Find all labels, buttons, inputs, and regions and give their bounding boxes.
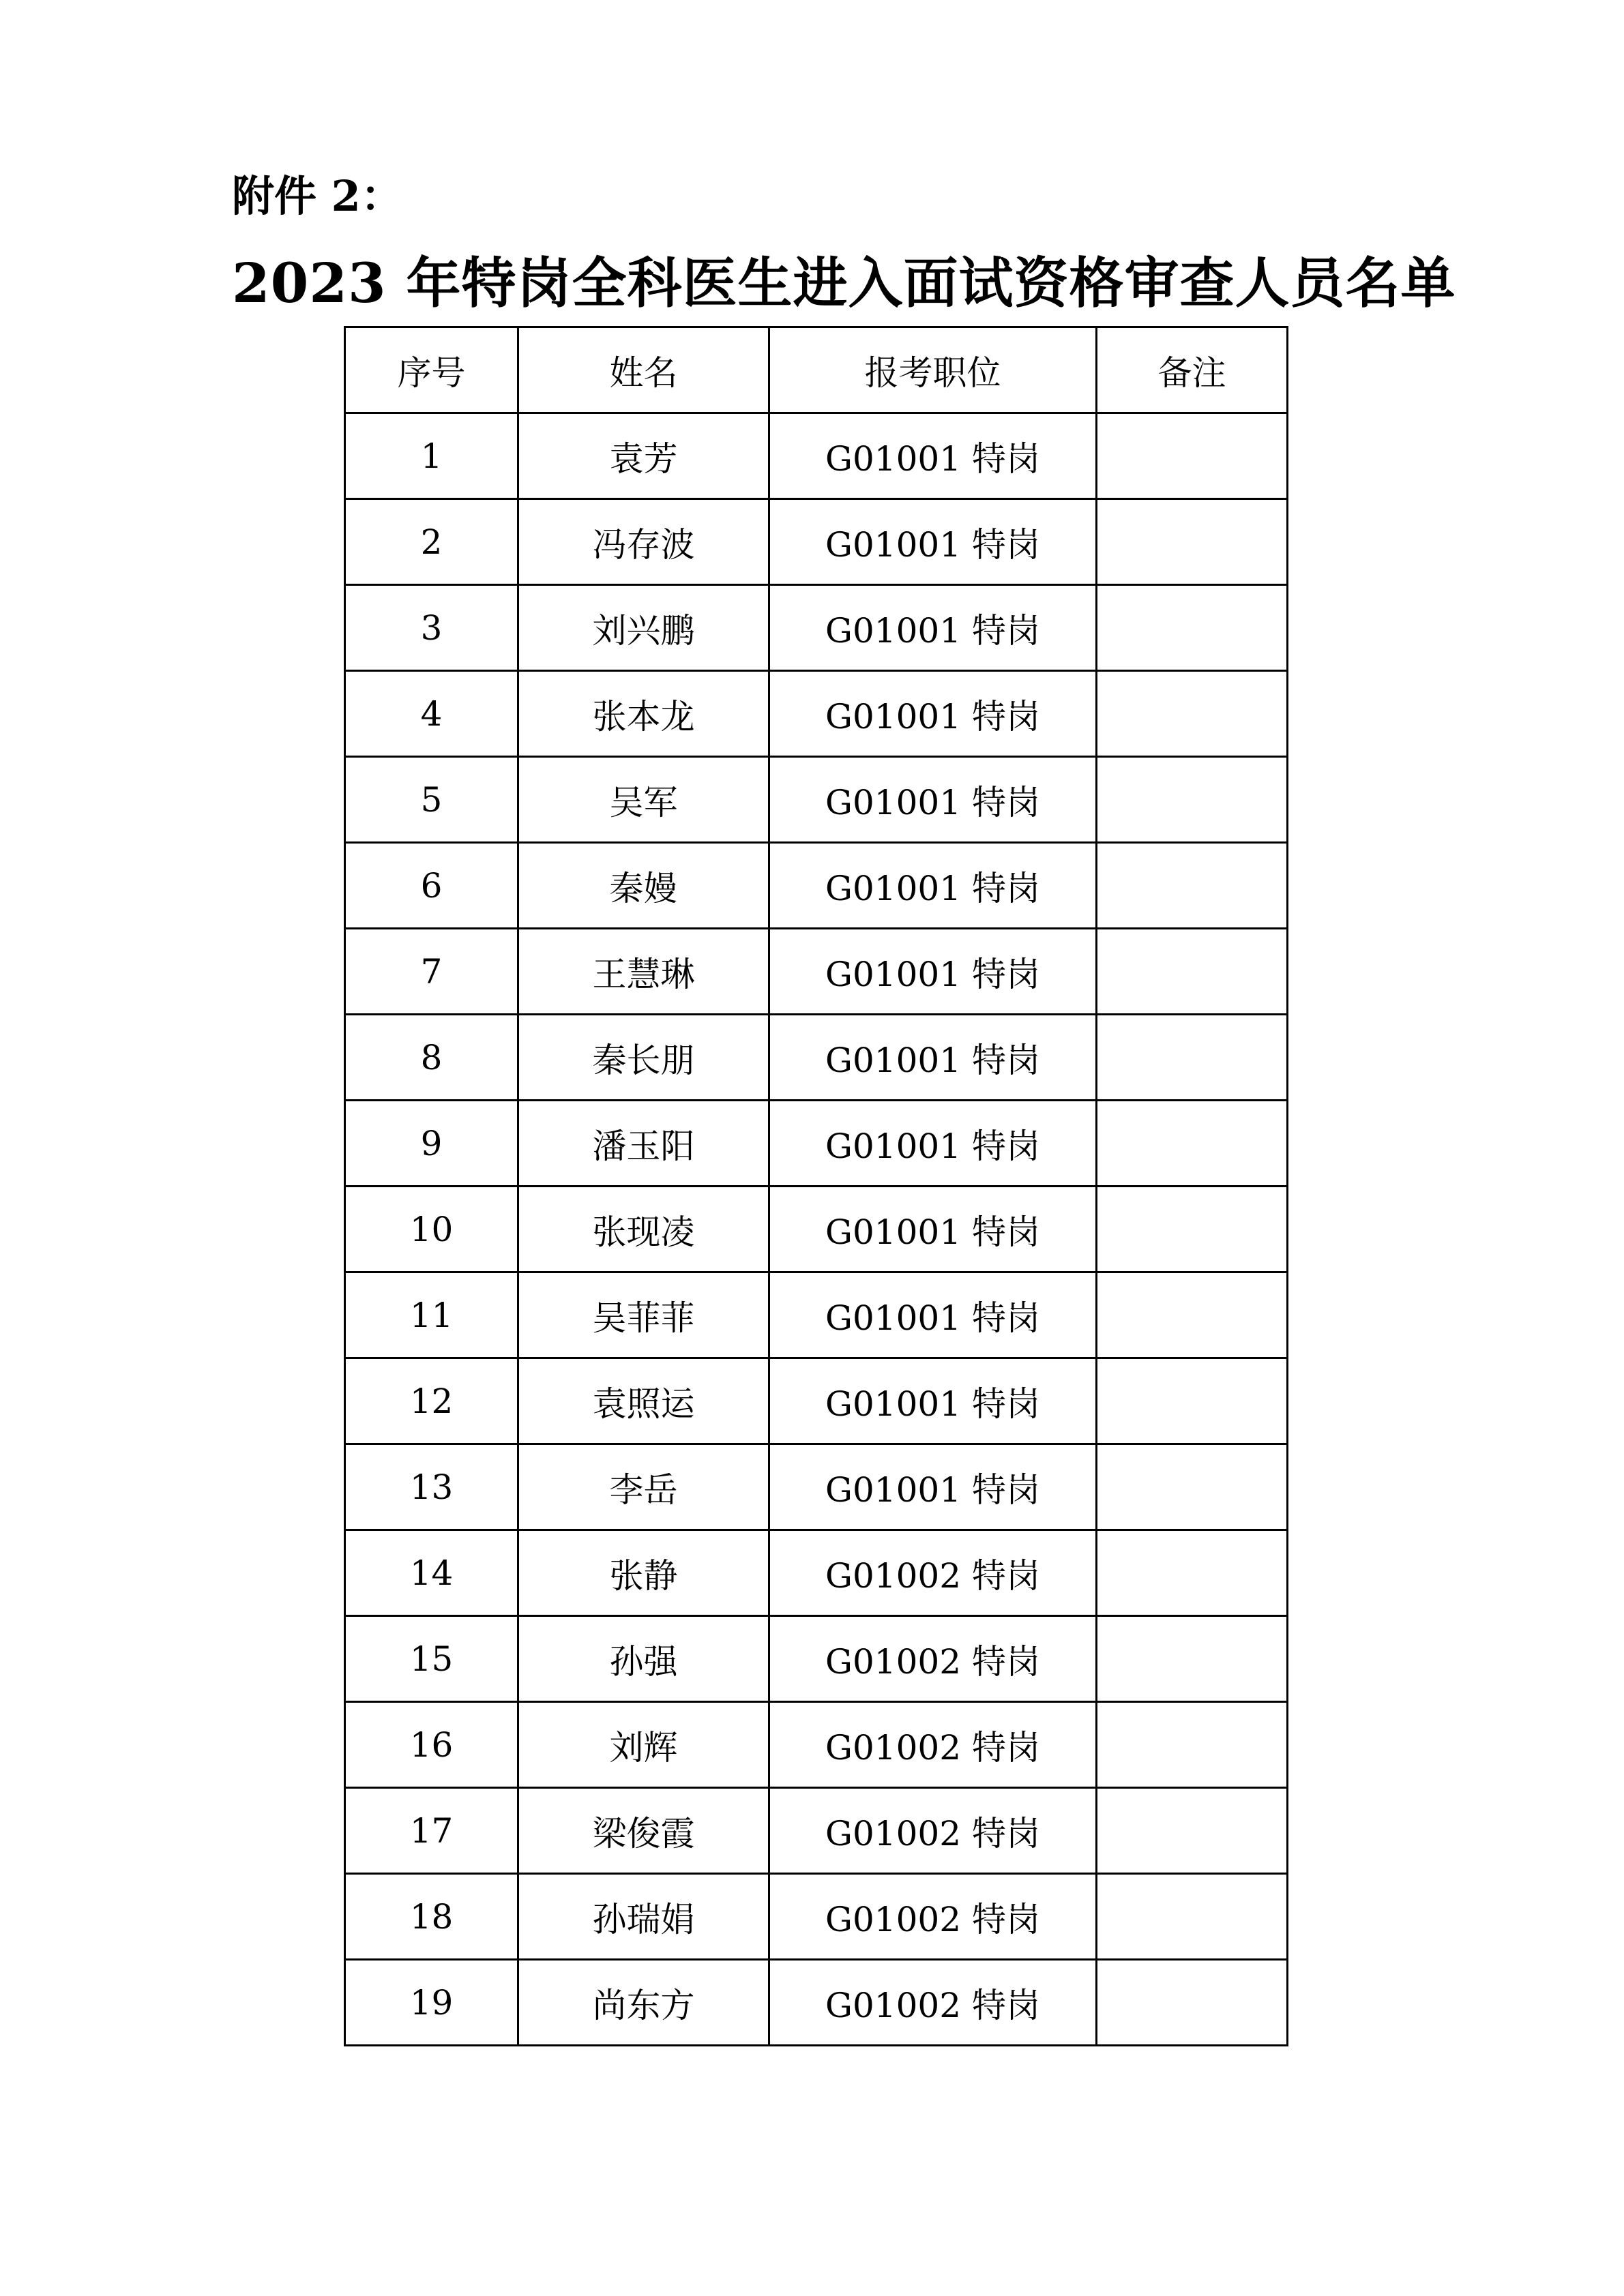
cell-name: 刘辉 — [518, 1702, 769, 1788]
table-row — [345, 1616, 1288, 1702]
cell-position: G01001 特岗 — [769, 929, 1097, 1015]
cell-position: G01001 特岗 — [769, 1272, 1097, 1358]
table-row — [345, 413, 1288, 499]
cell-seq: 11 — [345, 1272, 518, 1358]
cell-name: 李岳 — [518, 1444, 769, 1530]
cell-name: 袁芳 — [518, 413, 769, 499]
cell-seq: 3 — [345, 585, 518, 671]
cell-name: 秦长朋 — [518, 1015, 769, 1101]
candidate-table — [344, 326, 1288, 2046]
cell-remark — [1097, 757, 1288, 843]
cell-name: 袁照运 — [518, 1358, 769, 1444]
table-header-row — [345, 327, 1288, 413]
header-remark: 备注 — [1097, 327, 1288, 413]
table-row — [345, 843, 1288, 929]
cell-remark — [1097, 1444, 1288, 1530]
cell-position: G01002 特岗 — [769, 1702, 1097, 1788]
table-row — [345, 1874, 1288, 1960]
cell-remark — [1097, 585, 1288, 671]
cell-seq: 19 — [345, 1960, 518, 2046]
cell-seq: 5 — [345, 757, 518, 843]
table-row — [345, 929, 1288, 1015]
cell-seq: 13 — [345, 1444, 518, 1530]
table-row — [345, 1960, 1288, 2046]
table-row — [345, 1272, 1288, 1358]
cell-remark — [1097, 1530, 1288, 1616]
cell-position: G01001 特岗 — [769, 1015, 1097, 1101]
cell-remark — [1097, 499, 1288, 585]
cell-position: G01001 特岗 — [769, 843, 1097, 929]
cell-seq: 9 — [345, 1101, 518, 1187]
table-row — [345, 499, 1288, 585]
cell-remark — [1097, 929, 1288, 1015]
cell-remark — [1097, 671, 1288, 757]
table-row — [345, 1187, 1288, 1272]
cell-position: G01002 特岗 — [769, 1788, 1097, 1874]
cell-seq: 7 — [345, 929, 518, 1015]
cell-remark — [1097, 413, 1288, 499]
table-row — [345, 1788, 1288, 1874]
cell-position: G01001 特岗 — [769, 1101, 1097, 1187]
table-row — [345, 1358, 1288, 1444]
cell-remark — [1097, 1616, 1288, 1702]
cell-name: 张静 — [518, 1530, 769, 1616]
cell-remark — [1097, 1358, 1288, 1444]
table-row — [345, 1101, 1288, 1187]
table-row — [345, 757, 1288, 843]
header-position: 报考职位 — [769, 327, 1097, 413]
table-row — [345, 1015, 1288, 1101]
cell-name: 刘兴鹏 — [518, 585, 769, 671]
cell-remark — [1097, 1272, 1288, 1358]
cell-name: 潘玉阳 — [518, 1101, 769, 1187]
cell-remark — [1097, 1788, 1288, 1874]
cell-position: G01002 特岗 — [769, 1530, 1097, 1616]
cell-seq: 18 — [345, 1874, 518, 1960]
table-row — [345, 671, 1288, 757]
cell-seq: 1 — [345, 413, 518, 499]
cell-remark — [1097, 843, 1288, 929]
cell-remark — [1097, 1960, 1288, 2046]
cell-name: 吴菲菲 — [518, 1272, 769, 1358]
cell-position: G01001 特岗 — [769, 1358, 1097, 1444]
document-title: 2023 年特岗全科医生进入面试资格审查人员名单 — [232, 251, 1456, 315]
cell-remark — [1097, 1874, 1288, 1960]
cell-name: 尚东方 — [518, 1960, 769, 2046]
cell-name: 秦嫚 — [518, 843, 769, 929]
cell-position: G01001 特岗 — [769, 757, 1097, 843]
cell-seq: 17 — [345, 1788, 518, 1874]
cell-position: G01002 特岗 — [769, 1874, 1097, 1960]
cell-position: G01001 特岗 — [769, 1444, 1097, 1530]
cell-remark — [1097, 1015, 1288, 1101]
table-row — [345, 585, 1288, 671]
cell-position: G01002 特岗 — [769, 1960, 1097, 2046]
cell-name: 王慧琳 — [518, 929, 769, 1015]
attachment-label: 附件 2： — [232, 171, 403, 221]
cell-position: G01002 特岗 — [769, 1616, 1097, 1702]
table-row — [345, 1530, 1288, 1616]
cell-remark — [1097, 1702, 1288, 1788]
cell-position: G01001 特岗 — [769, 671, 1097, 757]
cell-position: G01001 特岗 — [769, 1187, 1097, 1272]
table-row — [345, 1702, 1288, 1788]
cell-seq: 16 — [345, 1702, 518, 1788]
cell-seq: 6 — [345, 843, 518, 929]
cell-remark — [1097, 1101, 1288, 1187]
cell-seq: 4 — [345, 671, 518, 757]
cell-position: G01001 特岗 — [769, 499, 1097, 585]
cell-seq: 15 — [345, 1616, 518, 1702]
cell-seq: 10 — [345, 1187, 518, 1272]
table-row — [345, 1444, 1288, 1530]
cell-name: 孙强 — [518, 1616, 769, 1702]
cell-name: 张本龙 — [518, 671, 769, 757]
header-name: 姓名 — [518, 327, 769, 413]
cell-name: 冯存波 — [518, 499, 769, 585]
cell-remark — [1097, 1187, 1288, 1272]
cell-name: 张现凌 — [518, 1187, 769, 1272]
cell-name: 梁俊霞 — [518, 1788, 769, 1874]
cell-seq: 12 — [345, 1358, 518, 1444]
cell-position: G01001 特岗 — [769, 585, 1097, 671]
cell-position: G01001 特岗 — [769, 413, 1097, 499]
cell-seq: 2 — [345, 499, 518, 585]
header-seq: 序号 — [345, 327, 518, 413]
cell-name: 吴军 — [518, 757, 769, 843]
cell-seq: 8 — [345, 1015, 518, 1101]
cell-name: 孙瑞娟 — [518, 1874, 769, 1960]
cell-seq: 14 — [345, 1530, 518, 1616]
